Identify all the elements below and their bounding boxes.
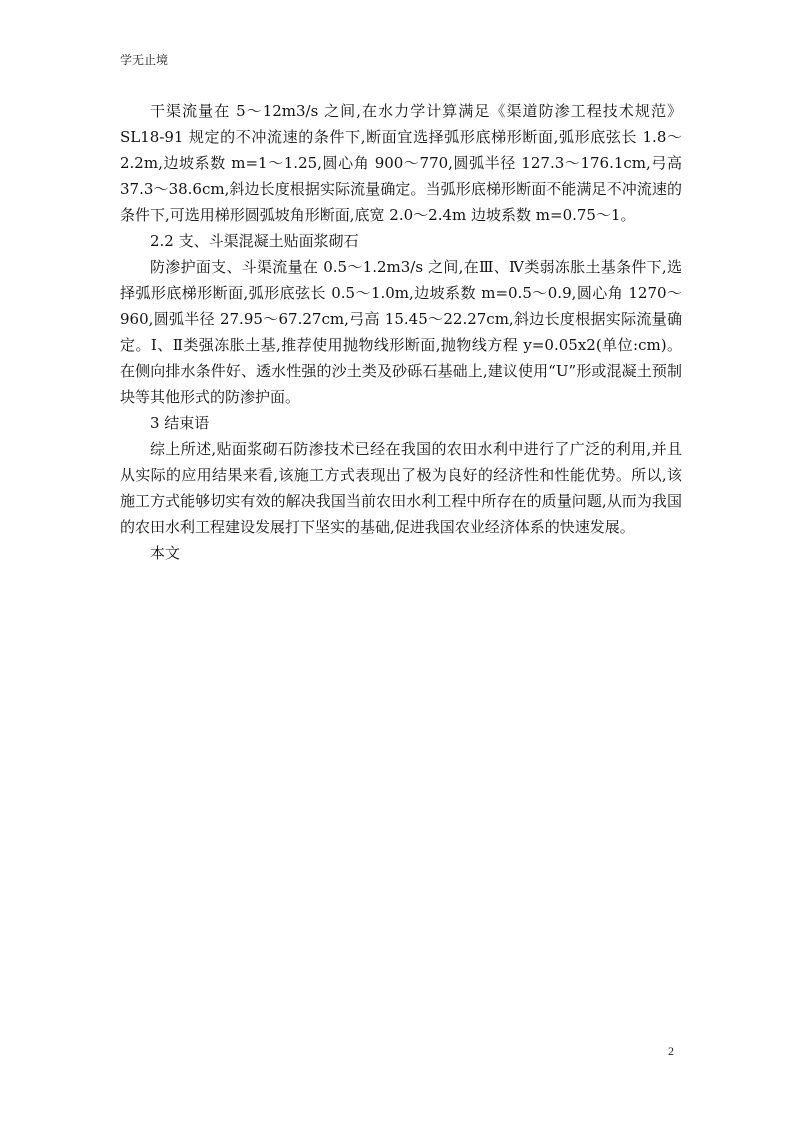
paragraph-branch-canal: 防渗护面支、斗渠流量在 0.5～1.2m3/s 之间,在Ⅲ、Ⅳ类弱冻胀土基条件下,选择弧形底梯形断面,弧形底弦长 0.5～1.0m,边坡系数 m=0.5～0.9,圆心角 1270～960,圆弧半径 27.95～67.27cm,弓高 15.45～22.27cm,斜边长度根据实际流量确定。Ⅰ、Ⅱ类强冻胀土基,推荐使用抛物线形断面,抛物线方程 y=0.05x2(单位:cm)。在侧向排水条件好、透水性强的沙土类及砂砾石基础上,建议使用“U”形或混凝土预制块等其他形式的防渗护面。 xyxy=(120,258,682,406)
section-heading-conclusion: 3 结束语 xyxy=(150,414,210,432)
page-number: 2 xyxy=(668,1044,674,1058)
paragraph-conclusion: 综上所述,贴面浆砌石防渗技术已经在我国的农田水利中进行了广泛的利用,并且从实际的应用结果来看,该施工方式表现出了极为良好的经济性和性能优势。所以,该施工方式能够切实有效的解决我国当前农田水利工程中所存在的质量问题,从而为我国的农田水利工程建设发展打下坚实的基础,促进我国农业经济体系的快速发展。 xyxy=(120,440,682,536)
document-body xyxy=(120,98,682,566)
paragraph-main-canal: 干渠流量在 5～12m3/s 之间,在水力学计算满足《渠道防渗工程技术规范》SL18-91 规定的不冲流速的条件下,断面宜选择弧形底梯形断面,弧形底弦长 1.8～2.2m,边坡系数 m=1～1.25,圆心角 900～770,圆弧半径 127.3～176.1cm,弓高 37.3～38.6cm,斜边长度根据实际流量确定。当弧形底梯形断面不能满足不冲流速的条件下,可选用梯形圆弧坡角形断面,底宽 2.0～2.4m 边坡系数 m=0.75～1。 xyxy=(120,102,682,224)
section-heading-2-2: 2.2 支、斗渠混凝土贴面浆砌石 xyxy=(150,232,359,250)
paragraph-closing: 本文 xyxy=(150,544,181,562)
page-header: 学无止境 xyxy=(120,53,169,67)
